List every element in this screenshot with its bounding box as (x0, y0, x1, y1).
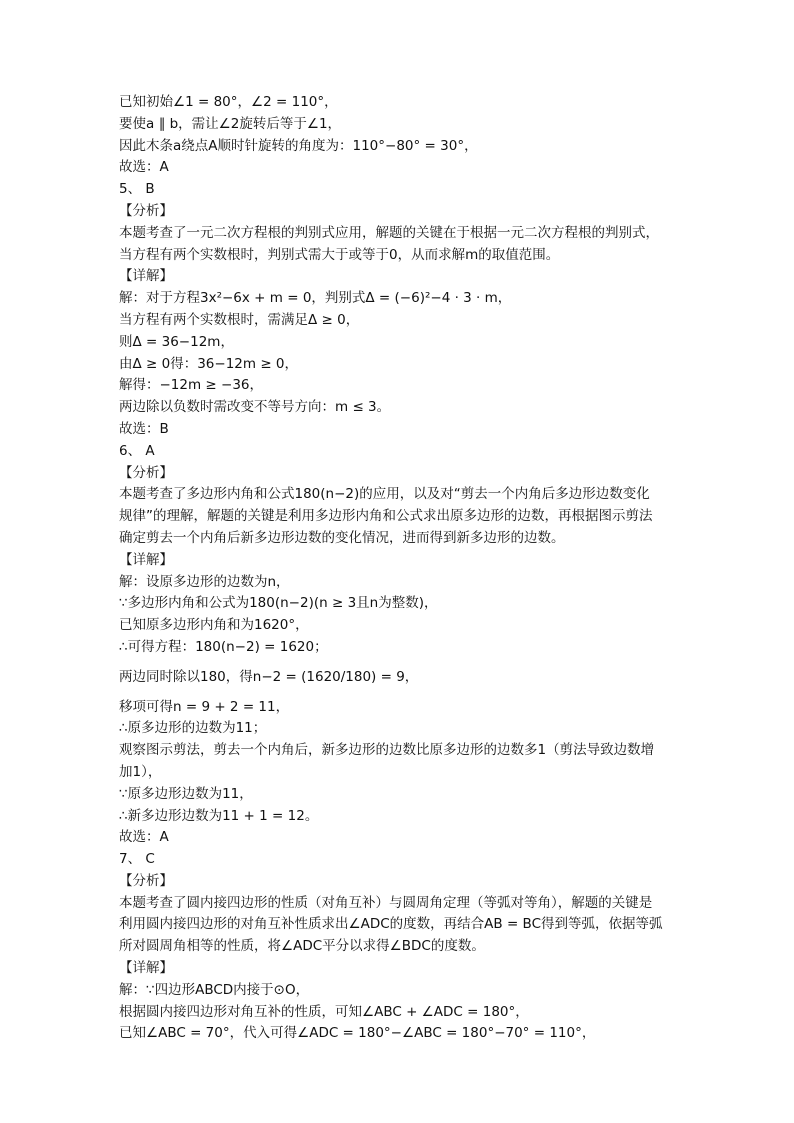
text-line: 移项可得n = 9 + 2 = 11， (119, 698, 290, 715)
document-body (119, 92, 689, 1045)
section-heading-analysis: 【分析】 (119, 872, 173, 889)
text-line: 当方程有两个实数根时，需满足Δ ≥ 0， (119, 311, 360, 328)
text-line: 本题考查了多边形内角和公式180(n−2)的应用，以及对“剪去一个内角后多边形边数变化 (119, 486, 650, 503)
section-heading-analysis: 【分析】 (119, 202, 173, 219)
text-line: 则Δ = 36−12m， (119, 333, 234, 350)
text-line: 本题考查了一元二次方程根的判别式应用，解题的关键在于根据一元二次方程根的判别式， (119, 224, 659, 241)
section-heading-detail: 【详解】 (119, 268, 173, 285)
text-line: 两边除以负数时需改变不等号方向：m ≤ 3。 (119, 399, 391, 416)
section-heading-analysis: 【分析】 (119, 464, 173, 481)
text-line: 解：∵四边形ABCD内接于⊙O， (119, 981, 310, 998)
answer-line: 故选：B (119, 420, 169, 437)
spacer (119, 689, 689, 697)
text-line: 确定剪去一个内角后新多边形边数的变化情况，进而得到新多边形的边数。 (119, 529, 565, 546)
section-heading-detail: 【详解】 (119, 960, 173, 977)
text-line: ∵多边形内角和公式为180(n−2)(n ≥ 3且n为整数)， (119, 595, 438, 612)
text-line: 规律”的理解，解题的关键是利用多边形内角和公式求出原多边形的边数，再根据图示剪法 (119, 508, 653, 525)
spacer (119, 659, 689, 667)
text-line: 由Δ ≥ 0得：36−12m ≥ 0， (119, 355, 299, 372)
text-line: 解：设原多边形的边数为n， (119, 573, 290, 590)
text-line: 已知∠ABC = 70°，代入可得∠ADC = 180°−∠ABC = 180°−70° = 110°， (119, 1025, 596, 1042)
text-line: ∵原多边形边数为11， (119, 785, 253, 802)
text-line: 要使a ∥ b，需让∠2旋转后等于∠1， (119, 115, 342, 132)
question-number: 6、 A (119, 442, 155, 459)
text-line: 所对圆周角相等的性质，将∠ADC平分以求得∠BDC的度数。 (119, 938, 485, 955)
text-line: 当方程有两个实数根时，判别式需大于或等于0，从而求解m的取值范围。 (119, 246, 560, 263)
text-line: ∴原多边形的边数为11； (119, 720, 267, 737)
text-line: 已知原多边形内角和为1620°， (119, 617, 309, 634)
text-line: 加1）， (119, 763, 162, 780)
text-line: 因此木条a绕点A顺时针旋转的角度为：110°−80° = 30°， (119, 137, 478, 154)
text-line: 利用圆内接四边形的对角互补性质求出∠ADC的度数，再结合AB = BC得到等弧，依据等弧 (119, 916, 663, 933)
text-line: 观察图示剪法，剪去一个内角后，新多边形的边数比原多边形的边数多1（剪法导致边数增 (119, 742, 655, 759)
section-heading-detail: 【详解】 (119, 551, 173, 568)
text-line: 解：对于方程3x²−6x + m = 0，判别式Δ = (−6)²−4 · 3 · m， (119, 290, 512, 307)
answer-line: 故选：A (119, 829, 169, 846)
text-line: ∴可得方程：180(n−2) = 1620； (119, 638, 328, 655)
question-number: 5、 B (119, 181, 155, 198)
text-line: 解得：−12m ≥ −36， (119, 377, 264, 394)
text-line: 本题考查了圆内接四边形的性质（对角互补）与圆周角定理（等弧对等角），解题的关键是 (119, 894, 653, 911)
text-line: 已知初始∠1 = 80°，∠2 = 110°， (119, 94, 338, 110)
text-line: 两边同时除以180，得n−2 = (1620/180) = 9， (119, 668, 419, 685)
text-line: 根据圆内接四边形对角互补的性质，可知∠ABC + ∠ADC = 180°， (119, 1003, 529, 1020)
text-line: ∴新多边形边数为11 + 1 = 12。 (119, 807, 319, 824)
question-number: 7、 C (119, 851, 155, 868)
answer-line: 故选：A (119, 159, 169, 176)
